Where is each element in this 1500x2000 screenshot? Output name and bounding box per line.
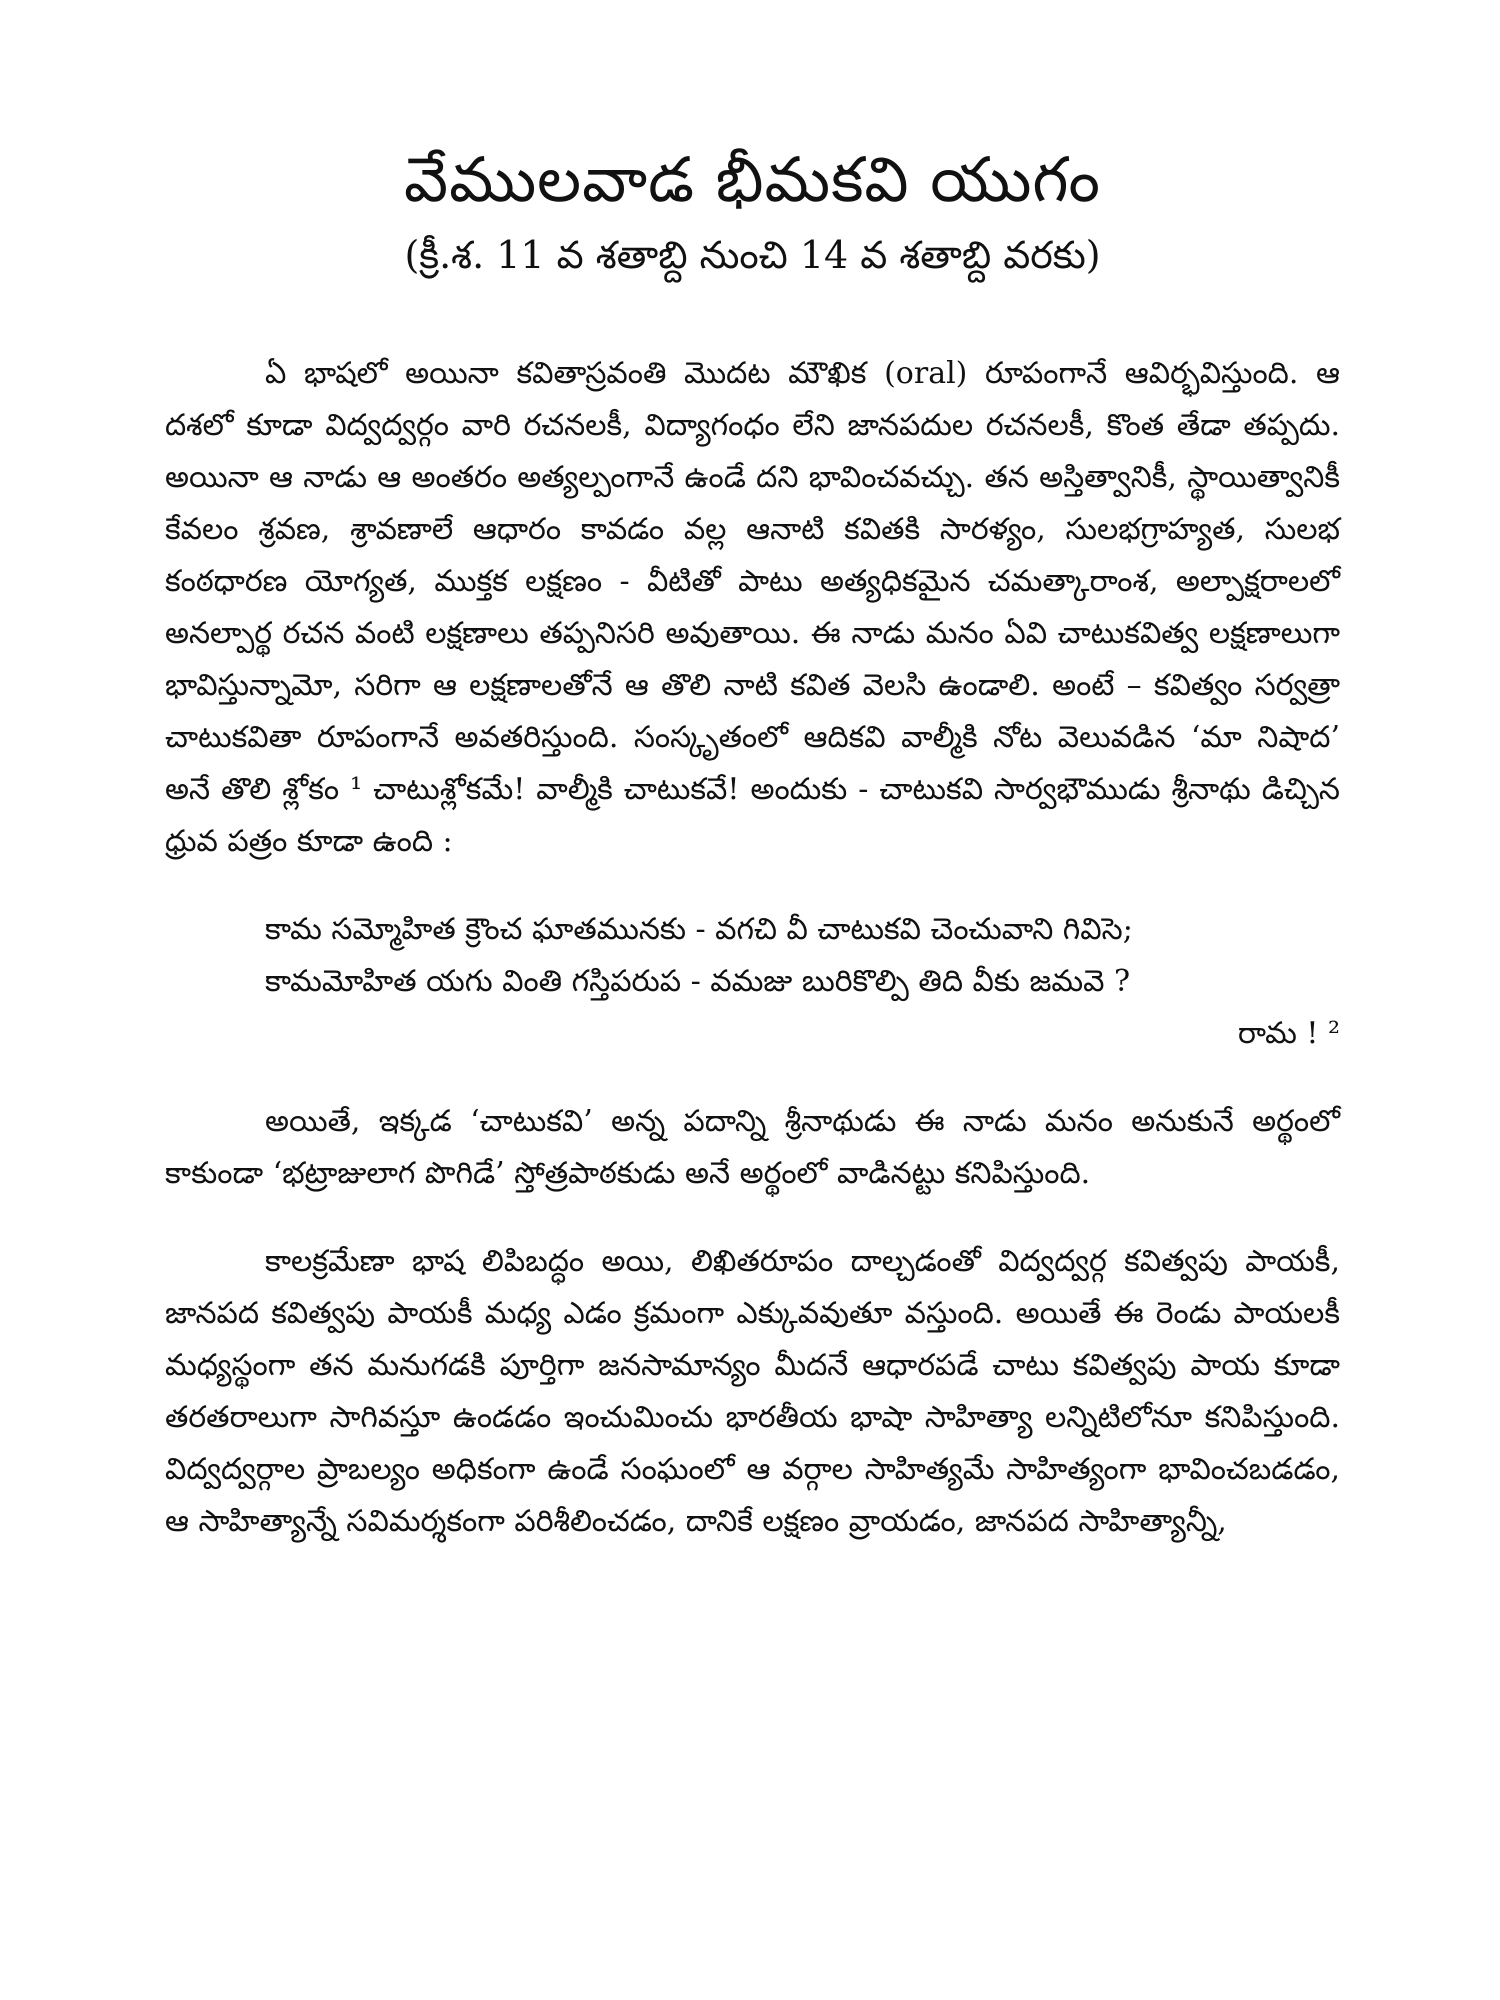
- page-subtitle: (క్రీ.శ. 11 వ శతాబ్ది నుంచి 14 వ శతాబ్ది వరకు): [404, 233, 1101, 277]
- verse-block: [165, 904, 1340, 1060]
- paragraph-3: కాలక్రమేణా భాష లిపిబద్ధం అయి, లిఖితరూపం దాల్చడంతో విద్వద్వర్గ కవిత్వపు పాయకీ, జానపద కవిత్వపు పాయకీ మధ్య ఎడం క్రమంగా ఎక్కువవుతూ వస్తుంది. అయితే ఈ రెండు పాయలకీ మధ్యస్థంగా తన మనుగడకి పూర్తిగా జనసామాన్యం మీదనే ఆధారపడే చాటు కవిత్వపు పాయ కూడా తరతరాలుగా సాగివస్తూ ఉండడం ఇంచుమించు భారతీయ భాషా సాహిత్యా లన్నిటిలోనూ కనిపిస్తుంది. విద్వద్వర్గాల ప్రాబల్యం అధికంగా ఉండే సంఘంలో ఆ వర్గాల సాహిత్యమే సాహిత్యంగా భావించబడడం, ఆ సాహిత్యాన్నే సవిమర్శకంగా పరిశీలించడం, దానికే లక్షణం వ్రాయడం, జానపద సాహిత్యాన్నీ,: [165, 1244, 1340, 1539]
- verse-line-2: కామమోహిత యగు వింతి గస్తిపరుప - వమజు బురికొల్పి తిది వీకు జమవె ?: [265, 964, 1131, 999]
- verse-ending: రామ ! ²: [1237, 1016, 1340, 1051]
- verse-line-1: కామ సమ్మోహిత క్రౌంచ ఘాతమునకు - వగచి వీ చాటుకవి చెంచువాని గివిసె;: [265, 912, 1133, 947]
- paragraph-2: అయితే, ఇక్కడ ‘చాటుకవి’ అన్న పదాన్ని శ్రీనాథుడు ఈ నాడు మనం అనుకునే అర్థంలో కాకుండా ‘భట్రాజులాగ పొగిడే’ స్తోత్రపాఠకుడు అనే అర్థంలో వాడినట్టు కనిపిస్తుంది.: [165, 1104, 1340, 1191]
- page-title: వేములవాడ భీమకవి యుగం: [404, 143, 1101, 216]
- paragraph-1: ఏ భాషలో అయినా కవితాస్రవంతి మొదట మౌఖిక (oral) రూపంగానే ఆవిర్భవిస్తుంది. ఆ దశలో కూడా విద్వద్వర్గం వారి రచనలకీ, విద్యాగంధం లేని జానపదుల రచనలకీ, కొంత తేడా తప్పదు. అయినా ఆ నాడు ఆ అంతరం అత్యల్పంగానే ఉండే దని భావించవచ్చు. తన అస్తిత్వానికీ, స్థాయిత్వానికీ కేవలం శ్రవణ, శ్రావణాలే ఆధారం కావడం వల్ల ఆనాటి కవితకి సారళ్యం, సులభగ్రాహ్యత, సులభ కంఠధారణ యోగ్యత, ముక్తక లక్షణం - వీటితో పాటు అత్యధికమైన చమత్కారాంశ, అల్పాక్షరాలలో అనల్పార్థ రచన వంటి లక్షణాలు తప్పనిసరి అవుతాయి. ఈ నాడు మనం ఏవి చాటుకవిత్వ లక్షణాలుగా భావిస్తున్నామో, సరిగా ఆ లక్షణాలతోనే ఆ తొలి నాటి కవిత వెలసి ఉండాలి. అంటే – కవిత్వం సర్వత్రా చాటుకవితా రూపంగానే అవతరిస్తుంది. సంస్కృతంలో ఆదికవి వాల్మీకి నోట వెలువడిన ‘మా నిషాద’ అనే తొలి శ్లోకం ¹ చాటుశ్లోకమే! వాల్మీకి చాటుకవే! అందుకు - చాటుకవి సార్వభౌముడు శ్రీనాథు డిచ్చిన ధ్రువ పత్రం కూడా ఉంది :: [165, 356, 1340, 859]
